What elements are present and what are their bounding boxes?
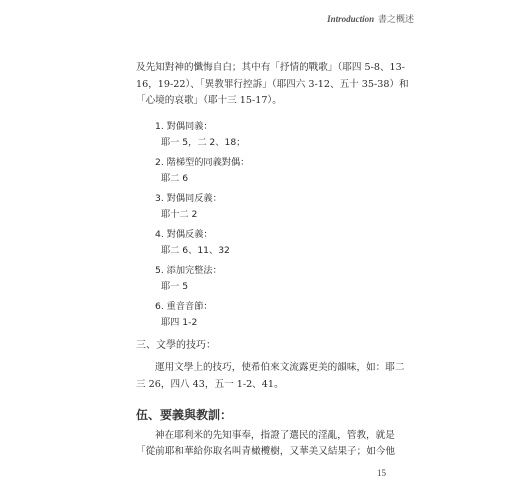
page-number: 15 — [377, 468, 386, 478]
running-header — [327, 12, 414, 25]
section-heading-teachings: 伍、要義與教訓： — [136, 408, 233, 422]
list-item-reference: 耶十二 2 — [161, 208, 198, 220]
list-item — [155, 155, 414, 187]
list-item — [155, 227, 414, 259]
section-heading-literary-techniques: 三、文學的技巧： — [136, 339, 216, 351]
list-item — [155, 119, 414, 151]
list-item-reference: 耶二 6 — [161, 172, 189, 184]
list-item — [155, 299, 414, 331]
list-item-reference: 耶一 5，二 2、18； — [161, 136, 246, 148]
header-chinese-title: 書之概述 — [377, 15, 414, 25]
list-item — [155, 263, 414, 295]
header-english-title: Introduction — [327, 14, 375, 24]
literary-techniques-paragraph: 運用文學上的技巧，使希伯來文流露更美的韻味，如：耶二三 26，四八 43，五一 1-2、41。 — [136, 362, 405, 390]
intro-paragraph: 及先知對神的懺悔自白；其中有「抒情的戰歌」（耶四 5-8、13-16，19-22）、「異教罪行控訴」（耶四六 3-12、五十 35-38）和「心境的哀歌」（耶十三 15-17）。 — [136, 62, 409, 106]
list-item-title: 4. 對偶反義： — [155, 228, 213, 240]
list-item — [155, 191, 414, 223]
list-item-reference: 耶二 6、11、32 — [161, 244, 230, 256]
list-item-title: 5. 添加完整法： — [155, 264, 222, 276]
list-item-title: 1. 對偶同義： — [155, 120, 213, 132]
teachings-paragraph: 神在耶利米的先知事奉，指證了選民的淫亂，管教，就是「從前耶和華給你取名叫青橄欖樹，又華美又結果子；如今他 — [136, 429, 396, 457]
list-item-title: 2. 階梯型的同義對偶： — [155, 156, 250, 168]
list-item-reference: 耶一 5 — [161, 280, 189, 292]
list-item-title: 3. 對偶同反義： — [155, 192, 222, 204]
page-body — [136, 60, 414, 461]
device-list — [155, 119, 414, 331]
list-item-reference: 耶四 1-2 — [161, 316, 198, 328]
list-item-title: 6. 重音音節： — [155, 300, 213, 312]
